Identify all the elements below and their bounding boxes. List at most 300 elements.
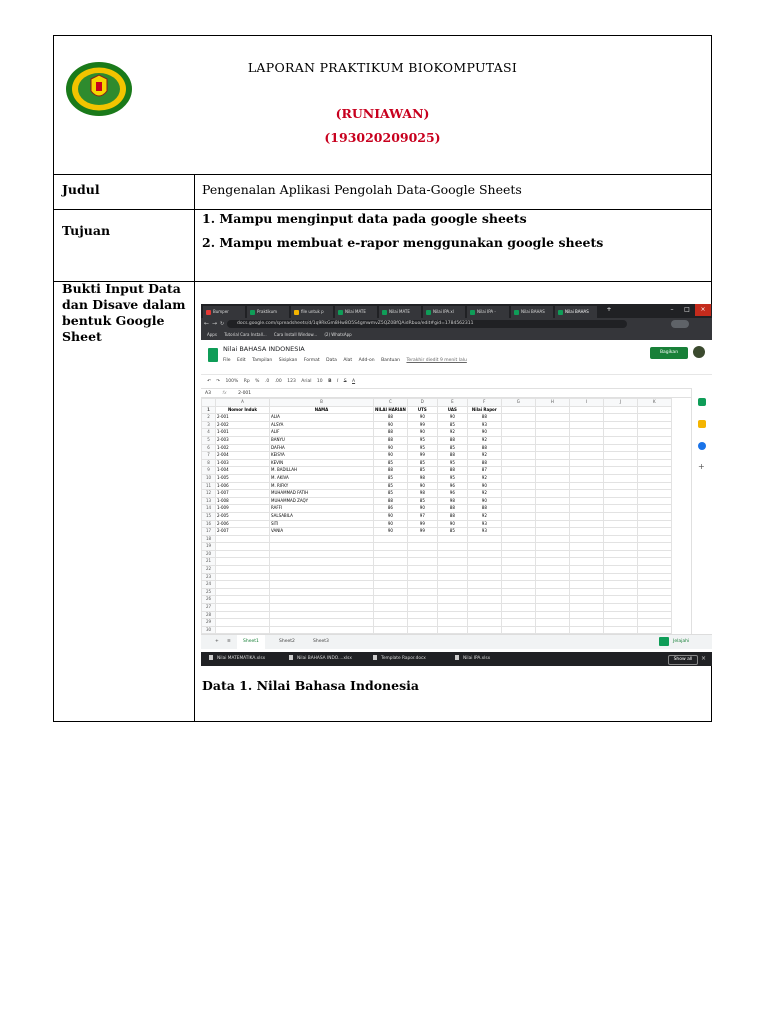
row-number[interactable]: 10 xyxy=(202,474,216,482)
percent-button[interactable]: % xyxy=(255,379,260,384)
grid-cell[interactable] xyxy=(501,596,535,604)
row-number[interactable]: 24 xyxy=(202,581,216,589)
row-number[interactable]: 4 xyxy=(202,429,216,437)
grid-cell[interactable]: 1-005 xyxy=(216,474,270,482)
grid-cell[interactable]: 87 xyxy=(467,467,501,475)
grid-cell[interactable] xyxy=(637,543,671,551)
grid-cell[interactable] xyxy=(535,505,569,513)
grid-cell[interactable] xyxy=(535,482,569,490)
row-number[interactable]: 21 xyxy=(202,558,216,566)
grid-cell[interactable]: 85 xyxy=(374,459,408,467)
grid-cell[interactable] xyxy=(637,528,671,536)
browser-tab[interactable]: Nilai IPA - xyxy=(467,306,509,318)
grid-cell[interactable]: 2-004 xyxy=(216,452,270,460)
grid-cell[interactable]: 99 xyxy=(407,520,437,528)
grid-cell[interactable]: 88 xyxy=(467,444,501,452)
grid-cell[interactable]: 92 xyxy=(467,512,501,520)
row-number[interactable]: 12 xyxy=(202,490,216,498)
row-number[interactable]: 16 xyxy=(202,520,216,528)
close-downloads-icon[interactable]: × xyxy=(701,655,707,662)
grid-cell[interactable]: 85 xyxy=(407,459,437,467)
grid-cell[interactable] xyxy=(569,452,603,460)
minimize-icon[interactable]: – xyxy=(670,306,674,313)
grid-cell[interactable]: 88 xyxy=(374,467,408,475)
grid-cell[interactable] xyxy=(407,535,437,543)
browser-tab[interactable]: Praktikum xyxy=(247,306,289,318)
grid-cell[interactable] xyxy=(501,444,535,452)
row-number[interactable]: 8 xyxy=(202,459,216,467)
grid-cell[interactable] xyxy=(270,626,374,634)
grid-cell[interactable]: KEVIN xyxy=(270,459,374,467)
grid-cell[interactable] xyxy=(637,550,671,558)
grid-cell[interactable] xyxy=(374,535,408,543)
back-icon[interactable]: ← xyxy=(204,320,210,327)
grid-cell[interactable] xyxy=(407,566,437,574)
grid-cell[interactable]: 90 xyxy=(374,444,408,452)
sheet-title[interactable]: Nilai BAHASA INDONESIA xyxy=(223,345,305,353)
explore-icon[interactable] xyxy=(659,637,669,646)
grid-cell[interactable]: 99 xyxy=(407,421,437,429)
grid-cell[interactable] xyxy=(216,581,270,589)
grid-cell[interactable] xyxy=(603,505,637,513)
grid-cell[interactable] xyxy=(535,558,569,566)
grid-cell[interactable]: SALSABILA xyxy=(270,512,374,520)
row-number[interactable]: 28 xyxy=(202,611,216,619)
grid-cell[interactable] xyxy=(603,406,637,414)
grid-cell[interactable] xyxy=(603,581,637,589)
grid-cell[interactable] xyxy=(216,588,270,596)
grid-cell[interactable] xyxy=(535,604,569,612)
grid-cell[interactable] xyxy=(603,596,637,604)
grid-cell[interactable] xyxy=(501,566,535,574)
grid-cell[interactable]: 90 xyxy=(374,421,408,429)
grid-cell[interactable]: Nomor Induk xyxy=(216,406,270,414)
grid-cell[interactable]: 85 xyxy=(437,421,467,429)
grid-cell[interactable] xyxy=(407,619,437,627)
grid-cell[interactable] xyxy=(535,459,569,467)
grid-cell[interactable] xyxy=(501,619,535,627)
grid-cell[interactable] xyxy=(637,414,671,422)
grid-cell[interactable] xyxy=(535,596,569,604)
menu-insert[interactable]: Sisipkan xyxy=(278,358,298,363)
grid-cell[interactable]: 85 xyxy=(407,467,437,475)
grid-cell[interactable] xyxy=(603,452,637,460)
grid-cell[interactable]: 93 xyxy=(467,528,501,536)
grid-cell[interactable] xyxy=(501,611,535,619)
download-item[interactable]: Template Rapor.docx xyxy=(373,652,426,666)
grid-cell[interactable] xyxy=(603,611,637,619)
grid-cell[interactable] xyxy=(216,550,270,558)
grid-cell[interactable]: 98 xyxy=(407,490,437,498)
close-icon[interactable]: × xyxy=(695,304,711,316)
grid-cell[interactable] xyxy=(270,596,374,604)
grid-cell[interactable]: 90 xyxy=(407,429,437,437)
grid-cell[interactable] xyxy=(374,596,408,604)
browser-tab-active[interactable]: Nilai BAHAS xyxy=(555,306,597,318)
grid-cell[interactable]: 99 xyxy=(407,528,437,536)
download-item[interactable]: Nilai BAHASA INDO....xlsx xyxy=(289,652,352,666)
decrease-decimal-button[interactable]: .0 xyxy=(264,379,270,384)
grid-cell[interactable]: 96 xyxy=(437,482,467,490)
row-number[interactable]: 30 xyxy=(202,626,216,634)
row-number[interactable]: 20 xyxy=(202,550,216,558)
grid-cell[interactable] xyxy=(467,604,501,612)
grid-cell[interactable] xyxy=(501,512,535,520)
grid-cell[interactable] xyxy=(569,596,603,604)
grid-cell[interactable] xyxy=(535,452,569,460)
grid-cell[interactable] xyxy=(374,626,408,634)
grid-cell[interactable] xyxy=(407,596,437,604)
grid-cell[interactable] xyxy=(603,474,637,482)
grid-cell[interactable] xyxy=(467,619,501,627)
add-sheet-icon[interactable]: + xyxy=(215,639,219,644)
undo-icon[interactable]: ↶ xyxy=(207,379,211,384)
menu-file[interactable]: File xyxy=(223,358,231,363)
grid-cell[interactable] xyxy=(637,596,671,604)
bookmark[interactable]: Apps xyxy=(207,332,217,337)
grid-cell[interactable]: 90 xyxy=(467,429,501,437)
grid-cell[interactable]: 90 xyxy=(407,482,437,490)
grid-cell[interactable] xyxy=(501,490,535,498)
grid-cell[interactable]: 88 xyxy=(437,505,467,513)
grid-cell[interactable] xyxy=(569,604,603,612)
add-addon-icon[interactable]: + xyxy=(698,462,705,471)
grid-cell[interactable] xyxy=(374,581,408,589)
grid-cell[interactable] xyxy=(501,573,535,581)
row-number[interactable]: 2 xyxy=(202,414,216,422)
grid-cell[interactable] xyxy=(569,535,603,543)
grid-cell[interactable]: ALSYA xyxy=(270,421,374,429)
grid-cell[interactable]: 1-002 xyxy=(216,444,270,452)
grid-cell[interactable] xyxy=(407,611,437,619)
grid-cell[interactable] xyxy=(270,573,374,581)
bookmark[interactable]: Tutorial Cara Install... xyxy=(224,332,267,337)
grid-cell[interactable] xyxy=(467,558,501,566)
grid-cell[interactable] xyxy=(216,596,270,604)
grid-cell[interactable] xyxy=(216,543,270,551)
grid-cell[interactable] xyxy=(637,436,671,444)
grid-cell[interactable] xyxy=(437,588,467,596)
grid-cell[interactable] xyxy=(501,497,535,505)
reload-icon[interactable]: ↻ xyxy=(220,321,225,327)
grid-cell[interactable] xyxy=(467,573,501,581)
grid-cell[interactable] xyxy=(437,573,467,581)
bookmark[interactable]: (2) WhatsApp xyxy=(324,332,352,337)
grid-cell[interactable]: 93 xyxy=(467,520,501,528)
url-input[interactable]: docs.google.com/spreadsheets/d/1q9RkGm8Hw8O5S4gmwmvZ5QZ0BfQAidRbuo/edit#gid=1784562311 xyxy=(227,320,627,328)
grid-cell[interactable] xyxy=(603,604,637,612)
grid-cell[interactable] xyxy=(501,535,535,543)
grid-cell[interactable] xyxy=(569,459,603,467)
menu-tools[interactable]: Alat xyxy=(343,358,353,363)
grid-cell[interactable] xyxy=(603,550,637,558)
grid-cell[interactable]: MUHAMMAD FATIH xyxy=(270,490,374,498)
grid-cell[interactable]: 88 xyxy=(437,452,467,460)
formula-input[interactable]: 2-001 xyxy=(238,391,252,396)
download-item[interactable]: Nilai MATEMATIKA.xlsx xyxy=(209,652,265,666)
grid-cell[interactable] xyxy=(637,611,671,619)
grid-cell[interactable] xyxy=(637,429,671,437)
grid-cell[interactable] xyxy=(569,482,603,490)
grid-cell[interactable] xyxy=(501,626,535,634)
menu-addons[interactable]: Add-on xyxy=(358,358,375,363)
grid-cell[interactable] xyxy=(535,566,569,574)
grid-cell[interactable]: 1-004 xyxy=(216,467,270,475)
show-all-button[interactable]: Show all xyxy=(668,655,698,665)
last-edit-link[interactable]: Terakhir diedit 9 menit lalu xyxy=(406,358,467,363)
grid-cell[interactable] xyxy=(270,581,374,589)
grid-cell[interactable]: KEISYA xyxy=(270,452,374,460)
grid-cell[interactable] xyxy=(501,558,535,566)
grid-cell[interactable] xyxy=(535,573,569,581)
grid-cell[interactable] xyxy=(535,550,569,558)
grid-cell[interactable] xyxy=(603,421,637,429)
grid-cell[interactable] xyxy=(216,566,270,574)
row-number[interactable]: 3 xyxy=(202,421,216,429)
grid-cell[interactable] xyxy=(569,619,603,627)
grid-cell[interactable]: 88 xyxy=(374,497,408,505)
grid-cell[interactable] xyxy=(569,421,603,429)
grid-cell[interactable]: 93 xyxy=(467,421,501,429)
row-number[interactable]: 25 xyxy=(202,588,216,596)
row-number[interactable]: 6 xyxy=(202,444,216,452)
grid-cell[interactable] xyxy=(603,436,637,444)
grid-cell[interactable] xyxy=(437,543,467,551)
grid-cell[interactable] xyxy=(407,573,437,581)
italic-button[interactable]: I xyxy=(336,379,339,384)
grid-cell[interactable]: VANIA xyxy=(270,528,374,536)
grid-cell[interactable]: 90 xyxy=(374,528,408,536)
select-all-corner[interactable] xyxy=(202,399,216,407)
grid-cell[interactable]: 1-001 xyxy=(216,429,270,437)
grid-cell[interactable] xyxy=(437,604,467,612)
grid-cell[interactable] xyxy=(501,452,535,460)
grid-cell[interactable] xyxy=(270,543,374,551)
grid-cell[interactable]: 96 xyxy=(437,490,467,498)
grid-cell[interactable] xyxy=(407,626,437,634)
redo-icon[interactable]: ↷ xyxy=(216,379,220,384)
all-sheets-icon[interactable]: ≡ xyxy=(227,639,231,644)
grid-cell[interactable]: UAS xyxy=(437,406,467,414)
grid-cell[interactable] xyxy=(603,535,637,543)
grid-cell[interactable]: 98 xyxy=(437,497,467,505)
column-header[interactable]: A xyxy=(216,399,270,407)
grid-cell[interactable] xyxy=(569,573,603,581)
grid-cell[interactable]: 88 xyxy=(437,436,467,444)
grid-cell[interactable]: 2-006 xyxy=(216,520,270,528)
browser-tab[interactable]: Nilai IPA.xl xyxy=(423,306,465,318)
grid-cell[interactable] xyxy=(603,414,637,422)
grid-cell[interactable]: ALIA xyxy=(270,414,374,422)
grid-cell[interactable]: 95 xyxy=(437,474,467,482)
grid-cell[interactable]: 90 xyxy=(437,520,467,528)
grid-cell[interactable] xyxy=(501,436,535,444)
grid-cell[interactable] xyxy=(603,444,637,452)
font-size-select[interactable]: 10 xyxy=(316,379,323,384)
grid-cell[interactable] xyxy=(270,535,374,543)
grid-cell[interactable]: 92 xyxy=(467,474,501,482)
row-number[interactable]: 15 xyxy=(202,512,216,520)
grid-cell[interactable] xyxy=(535,611,569,619)
row-number[interactable]: 26 xyxy=(202,596,216,604)
grid-cell[interactable] xyxy=(603,588,637,596)
bookmark[interactable]: Cara Install Window... xyxy=(273,332,318,337)
column-header[interactable]: I xyxy=(569,399,603,407)
row-number[interactable]: 7 xyxy=(202,452,216,460)
share-button[interactable]: Bagikan xyxy=(650,347,688,359)
grid-cell[interactable] xyxy=(501,482,535,490)
grid-cell[interactable] xyxy=(603,497,637,505)
grid-cell[interactable]: 95 xyxy=(407,436,437,444)
grid-cell[interactable] xyxy=(407,604,437,612)
grid-cell[interactable] xyxy=(603,490,637,498)
grid-cell[interactable] xyxy=(501,459,535,467)
grid-cell[interactable]: 92 xyxy=(437,429,467,437)
grid-cell[interactable]: M. BADILLAH xyxy=(270,467,374,475)
column-header[interactable]: E xyxy=(437,399,467,407)
grid-cell[interactable] xyxy=(637,505,671,513)
grid-cell[interactable] xyxy=(603,528,637,536)
grid-cell[interactable]: 90 xyxy=(467,482,501,490)
grid-cell[interactable] xyxy=(501,528,535,536)
grid-cell[interactable] xyxy=(535,467,569,475)
grid-cell[interactable] xyxy=(501,543,535,551)
grid-cell[interactable] xyxy=(535,490,569,498)
grid-cell[interactable]: NILAI HARIAN xyxy=(374,406,408,414)
grid-cell[interactable] xyxy=(374,543,408,551)
grid-cell[interactable]: BANYU xyxy=(270,436,374,444)
grid-cell[interactable]: MUHAMMAD ZAQY xyxy=(270,497,374,505)
grid-cell[interactable] xyxy=(603,573,637,581)
grid-cell[interactable] xyxy=(603,626,637,634)
grid-cell[interactable]: 95 xyxy=(437,459,467,467)
grid-cell[interactable] xyxy=(637,581,671,589)
cell-reference[interactable]: A3 xyxy=(205,391,211,396)
grid-cell[interactable] xyxy=(535,474,569,482)
grid-cell[interactable] xyxy=(569,467,603,475)
row-number[interactable]: 19 xyxy=(202,543,216,551)
grid-cell[interactable] xyxy=(569,543,603,551)
grid-cell[interactable] xyxy=(374,588,408,596)
grid-cell[interactable] xyxy=(407,550,437,558)
grid-cell[interactable] xyxy=(603,459,637,467)
grid-cell[interactable] xyxy=(501,581,535,589)
grid-cell[interactable]: 1-008 xyxy=(216,497,270,505)
grid-cell[interactable]: 88 xyxy=(467,414,501,422)
browser-tab[interactable]: Nilai MATE xyxy=(379,306,421,318)
grid-cell[interactable]: 90 xyxy=(467,497,501,505)
grid-cell[interactable] xyxy=(535,626,569,634)
grid-cell[interactable] xyxy=(535,512,569,520)
grid-cell[interactable]: 98 xyxy=(407,474,437,482)
grid-cell[interactable] xyxy=(637,604,671,612)
grid-cell[interactable] xyxy=(603,619,637,627)
menu-view[interactable]: Tampilan xyxy=(252,358,273,363)
grid-cell[interactable] xyxy=(569,474,603,482)
grid-cell[interactable] xyxy=(216,558,270,566)
grid-cell[interactable]: 86 xyxy=(374,505,408,513)
grid-cell[interactable]: 1-007 xyxy=(216,490,270,498)
grid-cell[interactable]: 2-003 xyxy=(216,436,270,444)
zoom-select[interactable]: 100% xyxy=(225,379,239,384)
grid-cell[interactable] xyxy=(535,436,569,444)
grid-cell[interactable]: 1-009 xyxy=(216,505,270,513)
grid-cell[interactable]: 97 xyxy=(407,512,437,520)
avatar[interactable] xyxy=(693,346,705,358)
grid-cell[interactable]: 1-006 xyxy=(216,482,270,490)
column-header[interactable]: B xyxy=(270,399,374,407)
row-number[interactable]: 27 xyxy=(202,604,216,612)
grid-cell[interactable] xyxy=(270,604,374,612)
grid-cell[interactable] xyxy=(467,596,501,604)
grid-cell[interactable] xyxy=(407,581,437,589)
grid-cell[interactable] xyxy=(407,558,437,566)
menu-data[interactable]: Data xyxy=(326,358,337,363)
currency-button[interactable]: Rp xyxy=(243,379,250,384)
grid-cell[interactable] xyxy=(216,604,270,612)
browser-tab[interactable]: Bumper xyxy=(203,306,245,318)
grid-cell[interactable]: Nilai Rapor xyxy=(467,406,501,414)
grid-cell[interactable] xyxy=(501,550,535,558)
grid-cell[interactable] xyxy=(374,611,408,619)
grid-cell[interactable] xyxy=(569,444,603,452)
grid-cell[interactable] xyxy=(569,505,603,513)
grid-cell[interactable] xyxy=(603,482,637,490)
column-header[interactable]: J xyxy=(603,399,637,407)
grid-cell[interactable] xyxy=(501,421,535,429)
grid-cell[interactable] xyxy=(270,619,374,627)
grid-cell[interactable] xyxy=(535,414,569,422)
grid-cell[interactable] xyxy=(535,406,569,414)
grid-cell[interactable] xyxy=(535,444,569,452)
tab-sheet1[interactable]: Sheet1 xyxy=(237,635,265,649)
grid-cell[interactable]: 90 xyxy=(437,414,467,422)
column-header[interactable]: G xyxy=(501,399,535,407)
grid-cell[interactable] xyxy=(374,604,408,612)
grid-cell[interactable] xyxy=(374,619,408,627)
grid-cell[interactable] xyxy=(603,566,637,574)
grid-cell[interactable] xyxy=(467,543,501,551)
grid-cell[interactable] xyxy=(437,596,467,604)
keep-icon[interactable] xyxy=(698,420,706,428)
grid-cell[interactable] xyxy=(603,558,637,566)
grid-cell[interactable] xyxy=(637,573,671,581)
explore-label[interactable]: Jelajahi xyxy=(673,639,690,644)
grid-cell[interactable]: 88 xyxy=(467,505,501,513)
maximize-icon[interactable]: □ xyxy=(684,306,690,313)
grid-cell[interactable]: 92 xyxy=(467,436,501,444)
number-format-button[interactable]: 123 xyxy=(287,379,296,384)
grid-cell[interactable] xyxy=(437,619,467,627)
browser-tab[interactable]: Nilai BAHAS xyxy=(511,306,553,318)
grid-cell[interactable] xyxy=(467,550,501,558)
grid-cell[interactable] xyxy=(535,535,569,543)
grid-cell[interactable] xyxy=(374,550,408,558)
grid-cell[interactable]: 2-001 xyxy=(216,414,270,422)
grid-cell[interactable] xyxy=(637,490,671,498)
grid-cell[interactable]: 88 xyxy=(374,429,408,437)
grid-cell[interactable] xyxy=(569,497,603,505)
grid-cell[interactable] xyxy=(535,543,569,551)
grid-cell[interactable]: 1-003 xyxy=(216,459,270,467)
column-header[interactable]: C xyxy=(374,399,408,407)
grid-cell[interactable] xyxy=(569,611,603,619)
grid-cell[interactable] xyxy=(407,588,437,596)
grid-cell[interactable] xyxy=(637,474,671,482)
row-number[interactable]: 13 xyxy=(202,497,216,505)
tab-sheet3[interactable]: Sheet3 xyxy=(313,639,329,644)
grid-cell[interactable]: M. RIFKY xyxy=(270,482,374,490)
